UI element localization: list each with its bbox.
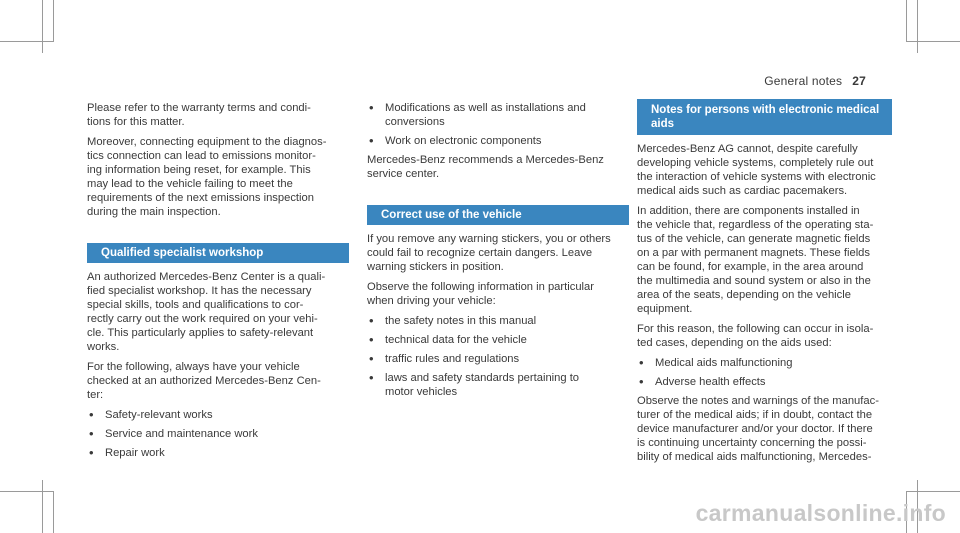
paragraph: For this reason, the following can occur in isola- ted cases, depending on the aids used: — [637, 323, 874, 349]
list-item: • Medical aids malfunctioning — [639, 355, 793, 370]
list-item: • Adverse health effects — [639, 374, 766, 389]
bullet-list — [637, 356, 892, 389]
list-item: • Modifications as well as installations and conversions — [369, 100, 586, 128]
column-middle — [367, 101, 629, 404]
paragraph: For the following, always have your vehicle checked at an authorized Mercedes-Benz Cen- ter: — [87, 361, 321, 401]
crop-mark — [0, 491, 53, 492]
page-number: 27 — [852, 74, 866, 88]
list-item: • traffic rules and regulations — [369, 351, 520, 366]
crop-mark — [53, 0, 54, 42]
section-heading: Qualified specialist workshop — [87, 243, 349, 263]
crop-mark — [917, 0, 918, 53]
bullet-list — [367, 101, 629, 148]
bullet-icon: • — [369, 370, 374, 385]
paragraph: Please refer to the warranty terms and condi- tions for this matter. — [87, 102, 311, 128]
paragraph: Observe the following information in particular when driving your vehicle: — [367, 281, 594, 307]
section-heading: Notes for persons with electronic medical aids — [637, 99, 892, 135]
list-item: • technical data for the vehicle — [369, 332, 527, 347]
watermark: carmanualsonline.info — [695, 500, 946, 526]
column-right — [637, 99, 892, 470]
header-title: General notes — [764, 74, 843, 88]
paragraph: In addition, there are components installed in the vehicle that, regardless of the operating sta- tus of the vehicle, can generate magnetic fields on a par with permanent magnets. These fields can be found, for example, in the area around the multimedia and sound system or also in the area of the seats, depending on the vehicle equipment. — [637, 205, 874, 315]
running-header — [764, 74, 866, 88]
bullet-icon: • — [369, 313, 374, 328]
list-item: • Work on electronic components — [369, 133, 542, 148]
list-item: • laws and safety standards pertaining to motor vehicles — [369, 370, 580, 398]
bullet-icon: • — [639, 355, 644, 370]
paragraph: Moreover, connecting equipment to the diagnos- tics connection can lead to emissions monitor- ing information being reset, for example. This may lead to the vehicle failing to meet the requirements of the next emissions inspection during the main inspection. — [87, 136, 327, 218]
crop-mark — [42, 480, 43, 533]
paragraph: If you remove any warning stickers, you or others could fail to recognize certain dangers. Leave warning stickers in position. — [367, 233, 611, 273]
crop-mark — [907, 491, 960, 492]
crop-mark — [907, 41, 960, 42]
bullet-icon: • — [89, 445, 94, 460]
crop-mark — [906, 0, 907, 42]
paragraph: Mercedes-Benz AG cannot, despite carefully developing vehicle systems, completely rule out the interaction of vehicle systems with electronic medical aids such as cardiac pacemakers. — [637, 143, 876, 197]
bullet-list — [87, 408, 349, 460]
bullet-icon: • — [369, 100, 374, 115]
bullet-icon: • — [369, 332, 374, 347]
bullet-icon: • — [89, 407, 94, 422]
bullet-icon: • — [89, 426, 94, 441]
crop-mark — [42, 0, 43, 53]
list-item: • Service and maintenance work — [89, 426, 258, 441]
paragraph: An authorized Mercedes-Benz Center is a quali- fied specialist workshop. It has the necessary special skills, tools and qualifications to cor- rectly carry out the work required on your vehi- cle. This particularly applies to safety-relevant works. — [87, 271, 326, 353]
paragraph: Observe the notes and warnings of the manufac- turer of the medical aids; if in doubt, contact the device manufacturer and/or your doctor. If there is continuing uncertainty concerning the possi- bility of medical aids malfunctioning, Mercedes- — [637, 395, 879, 463]
bullet-icon: • — [369, 133, 374, 148]
paragraph: Mercedes-Benz recommends a Mercedes-Benz service center. — [367, 154, 604, 180]
section-heading: Correct use of the vehicle — [367, 205, 629, 225]
list-item: • Safety-relevant works — [89, 407, 213, 422]
column-left — [87, 101, 349, 465]
list-item: • Repair work — [89, 445, 165, 460]
bullet-icon: • — [639, 374, 644, 389]
bullet-icon: • — [369, 351, 374, 366]
crop-mark — [0, 41, 53, 42]
crop-mark — [53, 491, 54, 533]
bullet-list — [367, 314, 629, 399]
list-item: • the safety notes in this manual — [369, 313, 537, 328]
